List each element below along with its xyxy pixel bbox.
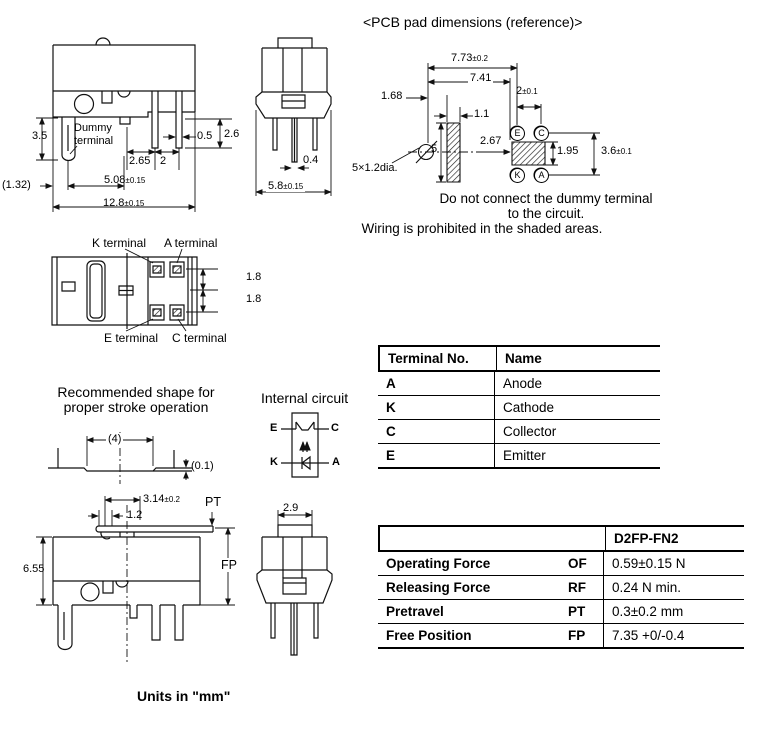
- table-row: [378, 396, 660, 420]
- hole-dia-note: 5×1.2dia.: [352, 162, 398, 174]
- table-row: [378, 624, 744, 647]
- dim-1-8-top: 1.8: [246, 271, 262, 283]
- terminal-name-cell: Cathode: [503, 400, 555, 415]
- units-note: Units in "mm": [137, 688, 231, 704]
- spec-abbr: RF: [568, 580, 586, 595]
- spec-value: 0.24 N min.: [603, 576, 744, 599]
- spec-table: [378, 525, 744, 649]
- table-header-row: [378, 347, 660, 372]
- pt-label: PT: [205, 495, 221, 509]
- dim-1-32: (1.32): [2, 179, 31, 191]
- spec-abbr: PT: [568, 604, 586, 619]
- dim-3-14: 3.14±0.2: [143, 493, 180, 505]
- name-header: Name: [505, 351, 542, 366]
- dim-5-8: 5.8±0.15: [268, 180, 304, 192]
- table-row: [378, 444, 660, 467]
- dim-7-41: 7.41: [470, 72, 492, 84]
- dim-0-4: 0.4: [303, 154, 319, 166]
- terminal-name-cell: Collector: [503, 424, 557, 439]
- table-row: [378, 372, 660, 396]
- spec-value: 7.35 +0/-0.4: [603, 624, 744, 647]
- spec-param: Free Position: [386, 628, 472, 643]
- dim-6-55: 6.55: [23, 563, 45, 575]
- front-view-bottom-drawing: [248, 496, 338, 668]
- pcb-terminal-a: A: [534, 168, 549, 183]
- dummy-terminal-label: Dummy terminal: [74, 122, 114, 147]
- spec-header-row: [378, 527, 744, 552]
- dim-3-6: 3.6±0.1: [601, 145, 632, 157]
- stroke-shape-drawing: [40, 418, 240, 490]
- dim-5: 5: [431, 143, 438, 155]
- dim-2-65: 2.65: [129, 155, 151, 167]
- terminal-name-cell: Emitter: [503, 448, 546, 463]
- dim-12-8: 12.8±0.15: [103, 197, 145, 209]
- dim-2-pitch: 2±0.1: [516, 85, 538, 97]
- dim-7-73: 7.73±0.2: [451, 52, 488, 64]
- k-terminal-label: K terminal: [92, 236, 147, 250]
- model-header: D2FP-FN2: [605, 527, 744, 550]
- spec-param: Operating Force: [386, 556, 491, 571]
- pcb-warning-line1: Do not connect the dummy terminal: [439, 191, 653, 206]
- spec-header-abbr: [562, 527, 605, 550]
- dim-2-6: 2.6: [224, 128, 240, 140]
- table-row: [378, 552, 744, 576]
- dim-1-1: 1.1: [474, 108, 490, 120]
- table-row: [378, 420, 660, 444]
- dim-2-9: 2.9: [283, 502, 299, 514]
- pcb-warning-line2: to the circuit.: [507, 206, 585, 221]
- dim-5-08: 5.08±0.15: [104, 174, 146, 186]
- terminal-no-header: Terminal No.: [380, 347, 497, 370]
- pcb-terminal-c: C: [534, 126, 549, 141]
- circuit-a-label: A: [332, 456, 340, 468]
- circuit-c-label: C: [331, 422, 339, 434]
- internal-circuit-title: Internal circuit: [261, 390, 349, 406]
- spec-param: Releasing Force: [386, 580, 491, 595]
- pcb-terminal-e: E: [510, 126, 525, 141]
- e-terminal-label: E terminal: [104, 331, 159, 345]
- c-terminal-label: C terminal: [172, 331, 227, 345]
- terminal-no-cell: C: [378, 420, 495, 443]
- terminal-no-cell: A: [378, 372, 495, 395]
- dim-1-8-bottom: 1.8: [246, 293, 262, 305]
- dim-0-5: 0.5: [197, 130, 213, 142]
- terminal-bottom-view-drawing: [40, 248, 232, 334]
- terminal-name-cell: Anode: [503, 376, 543, 391]
- fp-label: FP: [221, 558, 237, 572]
- spec-value: 0.3±0.2 mm: [603, 600, 744, 623]
- dim-3-5: 3.5: [32, 130, 48, 142]
- spec-param: Pretravel: [386, 604, 444, 619]
- dim-4-ref: (4): [108, 433, 122, 445]
- spec-abbr: FP: [568, 628, 586, 643]
- dim-0-1-ref: (0.1): [191, 460, 214, 472]
- table-row: [378, 600, 744, 624]
- pcb-terminal-k: K: [510, 168, 525, 183]
- side-view-top-drawing: [0, 28, 260, 220]
- terminal-no-cell: K: [378, 396, 495, 419]
- spec-header-param: [380, 527, 562, 550]
- stroke-shape-title-line2: proper stroke operation: [63, 399, 209, 415]
- dim-2: 2: [160, 155, 167, 167]
- circuit-k-label: K: [270, 456, 278, 468]
- stroke-shape-title-line1: Recommended shape for: [57, 384, 215, 400]
- table-row: [378, 576, 744, 600]
- a-terminal-label: A terminal: [164, 236, 218, 250]
- circuit-e-label: E: [270, 422, 278, 434]
- pcb-section-title: <PCB pad dimensions (reference)>: [363, 14, 583, 30]
- dim-1-2: 1.2: [127, 509, 143, 521]
- spec-abbr: OF: [568, 556, 587, 571]
- spec-value: 0.59±0.15 N: [603, 552, 744, 575]
- internal-circuit-drawing: [258, 408, 362, 488]
- terminal-no-cell: E: [378, 444, 495, 467]
- terminal-name-table: [378, 345, 660, 469]
- dim-1-68: 1.68: [381, 90, 403, 102]
- pcb-warning-line3: Wiring is prohibited in the shaded areas.: [361, 221, 603, 236]
- dim-1-95: 1.95: [557, 145, 579, 157]
- dim-2-67: 2.67: [480, 135, 502, 147]
